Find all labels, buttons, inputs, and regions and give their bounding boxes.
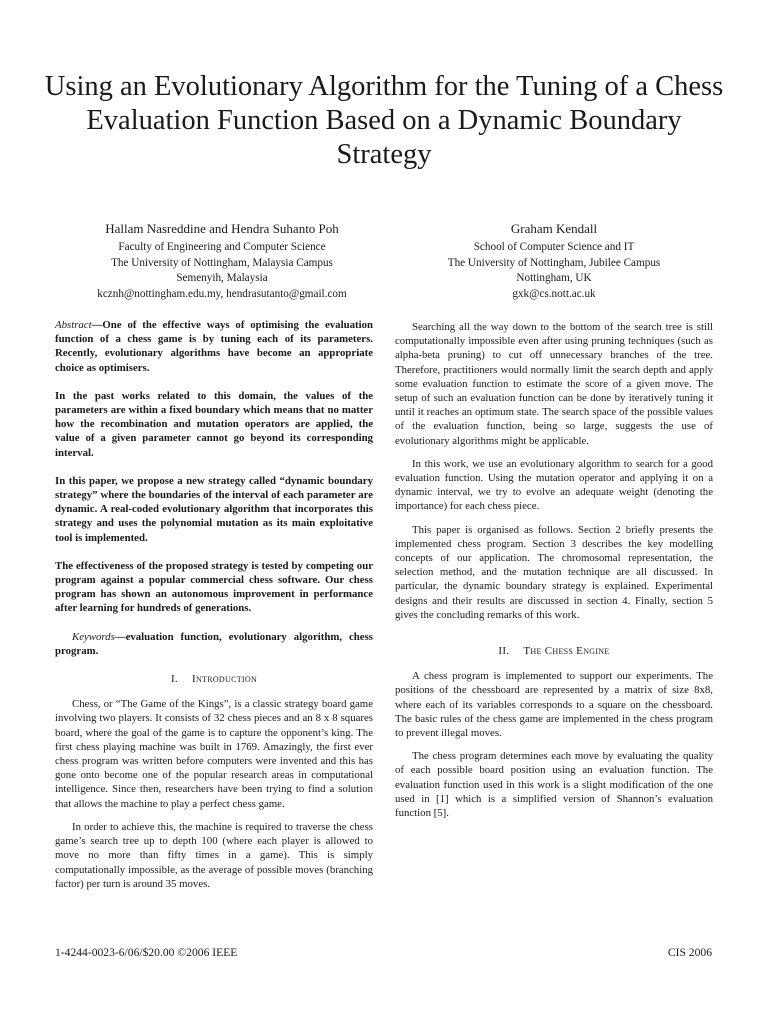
- abstract-paragraph: [55, 318, 373, 375]
- keywords-lead: Keywords: [72, 630, 115, 643]
- abstract-lead: Abstract: [55, 319, 92, 331]
- author-names: Hallam Nasreddine and Hendra Suhanto Poh: [105, 221, 339, 236]
- abstract-paragraph: The effectiveness of the proposed strategy is tested by competing our program against a popular commercial chess software. Our chess program has shown an autonomous improvement in performance after learning for hundreds of generations.: [55, 559, 373, 615]
- author-block-left: [56, 220, 388, 302]
- section-title: The Chess Engine: [523, 645, 610, 658]
- right-column: [395, 320, 713, 829]
- abstract-text: —One of the effective ways of optimising the evaluation function of a chess game is by tuning each of its parameters. Recently, evolutionary algorithms have become an appropriate choice as optimisers.: [55, 319, 373, 374]
- keywords: [55, 630, 373, 658]
- paper-title: Using an Evolutionary Algorithm for the Tuning of a Chess Evaluation Function Based on a Dynamic Boundary Strategy: [44, 71, 724, 170]
- author-affiliation: Faculty of Engineering and Computer Science: [118, 241, 326, 253]
- abstract-paragraph: In the past works related to this domain, the values of the parameters are within a fixed boundary which means that no matter how the recombination and mutation operators are applied, the value of a given parameter cannot go beyond its corresponding interval.: [55, 389, 373, 459]
- body-paragraph: This paper is organised as follows. Section 2 briefly presents the implemented chess program. Section 3 describes the key modelling concepts of our application. The chromosomal representation, the selection method, and the mutation technique are all discussed. In particular, the dynamic boundary strategy is explained. Experimental designs and their results are discussed in section 4. Finally, section 5 gives the concluding remarks of this work.: [395, 523, 713, 621]
- section-number: I.: [170, 673, 178, 686]
- author-affiliation: The University of Nottingham, Malaysia Campus: [111, 256, 333, 269]
- author-email: gxk@cs.nott.ac.uk: [512, 287, 596, 300]
- author-affiliation: School of Computer Science and IT: [473, 241, 635, 253]
- section-heading-chess-engine: [395, 644, 713, 658]
- author-email: kcznh@nottingham.edu.my, hendrasutanto@gmail.com: [97, 287, 347, 300]
- body-paragraph: Searching all the way down to the bottom of the search tree is still computationally impossible even after using pruning techniques (such as alpha-beta pruning) to cut off unnecessary branches of the tree. Therefore, practitioners would normally limit the search depth and apply some evaluation function to estimate the score of a given move. The setup of such an evaluation function can be done by iteratively tuning it until it reaches an optimum state. The search space of the possible values of the evaluation function, being so large, suggests the use of evolutionary algorithms might be applicable.: [395, 321, 713, 447]
- footer-copyright: 1-4244-0023-6/06/$20.00 ©2006 IEEE: [55, 946, 238, 959]
- author-location: Nottingham, UK: [516, 272, 592, 284]
- body-paragraph: The chess program determines each move by evaluating the quality of each possible board position using an evaluation function. The evaluation function used in this work is a slight modification of the one used in [1] which is a simplified version of Shannon’s evaluation function [5].: [395, 750, 713, 820]
- author-location: Semenyih, Malaysia: [176, 272, 268, 284]
- abstract: [55, 318, 373, 658]
- section-title: Introduction: [191, 673, 258, 686]
- body-paragraph: In order to achieve this, the machine is required to traverse the chess game’s search tree up to depth 100 (where each player is allowed to move no more than fifty times in a game). This is simply computationally impossible, as the average of possible moves (branching factor) per turn is around 35 moves.: [55, 820, 373, 890]
- body-paragraph: A chess program is implemented to support our experiments. The positions of the chessboard are represented by a matrix of size 8x8, where each of its variables corresponds to a square on the chessboard. The basic rules of the chess game are implemented in the chess program to prevent illegal moves.: [395, 670, 713, 740]
- footer-conference: CIS 2006: [667, 946, 712, 959]
- author-block-right: [388, 220, 720, 302]
- section-heading-introduction: [55, 672, 373, 686]
- keywords-text: —evaluation function, evolutionary algorithm, chess program.: [55, 630, 373, 657]
- body-paragraph: Chess, or “The Game of the Kings”, is a classic strategy board game involving two players. It consists of 32 chess pieces and an 8 x 8 squares board, where the goal of the game is to capture the opponent’s king. The first chess playing machine was built in 1769. Amazingly, the first ever chess program was written before computers were invented and this has gone onto become one of the popular research areas in computational intelligence. Since then, researchers have been trying to find a solution that allows the machine to play a perfect chess game.: [55, 698, 373, 810]
- author-names: Graham Kendall: [510, 221, 598, 236]
- author-affiliation: The University of Nottingham, Jubilee Campus: [447, 256, 661, 269]
- body-paragraph: In this work, we use an evolutionary algorithm to search for a good evaluation function. Using the mutation operator and applying it on a dynamic interval, we try to evolve an adequate weight (denoting the importance) for each chess piece.: [395, 457, 713, 513]
- section-number: II.: [498, 645, 510, 658]
- abstract-paragraph: In this paper, we propose a new strategy called “dynamic boundary strategy” where the boundaries of the interval of each parameter are dynamic. A real-coded evolutionary algorithm that incorporates this strategy and uses the polynomial mutation as its main exploitative tool is implemented.: [55, 474, 373, 544]
- left-column: [55, 318, 373, 900]
